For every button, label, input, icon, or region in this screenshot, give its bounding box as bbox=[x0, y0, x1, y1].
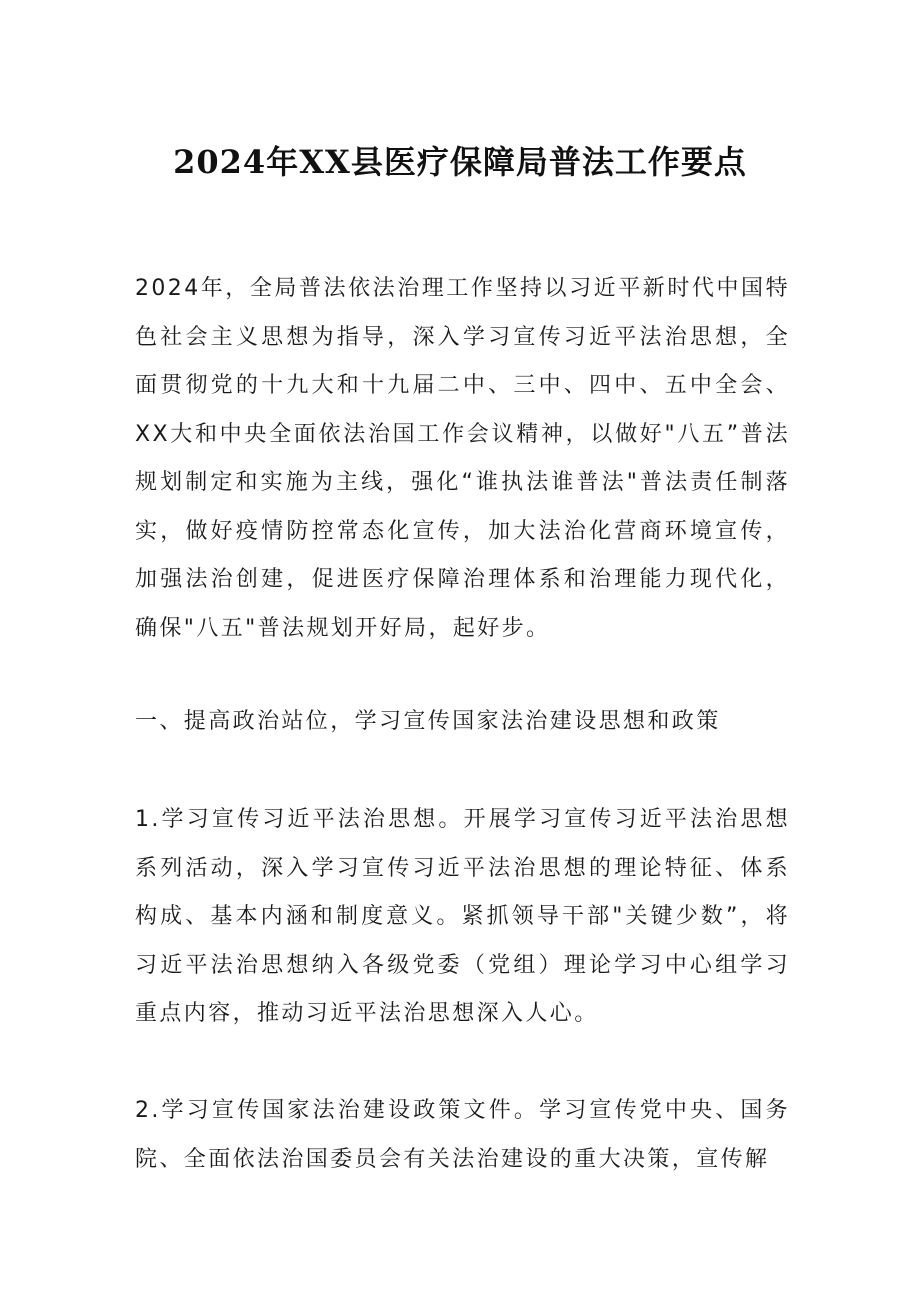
item-1-paragraph: 1.学习宣传习近平法治思想。开展学习宣传习近平法治思想系列活动，深入学习宣传习近平法治思想的理论特征、体系构成、基本内涵和制度意义。紧抓领导干部"关键少数”，将习近平法治思想纳入各级党委（党组）理论学习中心组学习重点内容，推动习近平法治思想深入人心。 bbox=[135, 807, 790, 1026]
intro-paragraph: 2024年，全局普法依法治理工作坚持以习近平新时代中国特色社会主义思想为指导，深入学习宣传习近平法治思想，全面贯彻党的十九大和十九届二中、三中、四中、五中全会、XX大和中央全面依法治国工作会议精神，以做好"八五”普法规划制定和实施为主线，强化“谁执法谁普法"普法责任制落实，做好疫情防控常态化宣传，加大法治化营商环境宣传，加强法治创建，促进医疗保障治理体系和治理能力现代化，确保"八五"普法规划开好局，起好步。 bbox=[135, 276, 790, 641]
item-2-paragraph: 2.学习宣传国家法治建设政策文件。学习宣传党中央、国务院、全面依法治国委员会有关法治建设的重大决策，宣传解 bbox=[135, 1098, 790, 1172]
document-title: 2024年XX县医疗保障局普法工作要点 bbox=[173, 143, 747, 181]
section-heading: 一、提高政治站位，学习宣传国家法治建设思想和政策 bbox=[135, 709, 721, 734]
